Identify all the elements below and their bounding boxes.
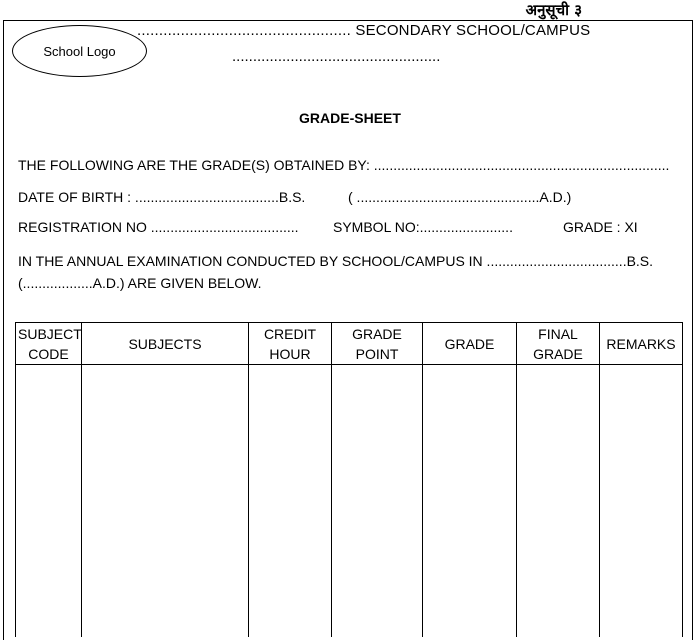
column-header-subjects: SUBJECTS [82, 323, 249, 365]
grade-table-header-row [16, 323, 683, 365]
grade-class-field: GRADE : XI [563, 219, 638, 235]
school-name-line: ................................................. SECONDARY SCHOOL/CAMPUS [137, 22, 591, 39]
column-header-remarks: REMARKS [600, 323, 683, 365]
school-logo-text: School Logo [43, 43, 116, 59]
subjects-cell [82, 365, 249, 638]
symbol-no-field: SYMBOL NO:........................ [333, 219, 513, 235]
school-address-line: .................................................. [232, 48, 441, 65]
final-grade-cell [517, 365, 600, 638]
obtained-by-field: THE FOLLOWING ARE THE GRADE(S) OBTAINED BY: ............................................................................ [18, 157, 670, 173]
subject-code-cell [16, 365, 82, 638]
column-header-final-grade: FINAL GRADE [517, 323, 600, 365]
registration-no-field: REGISTRATION NO ...................................... [18, 219, 299, 235]
column-header-credit-hour: CREDIT HOUR [249, 323, 332, 365]
grade-table [15, 322, 683, 637]
exam-year-ad-line: (..................A.D.) ARE GIVEN BELOW. [18, 275, 262, 291]
date-of-birth-ad-field: ( ...............................................A.D.) [348, 189, 572, 205]
exam-year-line: IN THE ANNUAL EXAMINATION CONDUCTED BY SCHOOL/CAMPUS IN ....................................B.S. [18, 253, 654, 269]
page-title: GRADE-SHEET [299, 110, 401, 126]
schedule-label: अनुसूची ३ [525, 1, 582, 19]
date-of-birth-bs-field: DATE OF BIRTH : .....................................B.S. [18, 189, 306, 205]
grade-cell [423, 365, 517, 638]
credit-hour-cell [249, 365, 332, 638]
school-logo [12, 25, 147, 77]
table-row [16, 365, 683, 638]
remarks-cell [600, 365, 683, 638]
column-header-grade: GRADE [423, 323, 517, 365]
column-header-subject-code: SUBJECT CODE [16, 323, 82, 365]
column-header-grade-point: GRADE POINT [332, 323, 423, 365]
grade-point-cell [332, 365, 423, 638]
